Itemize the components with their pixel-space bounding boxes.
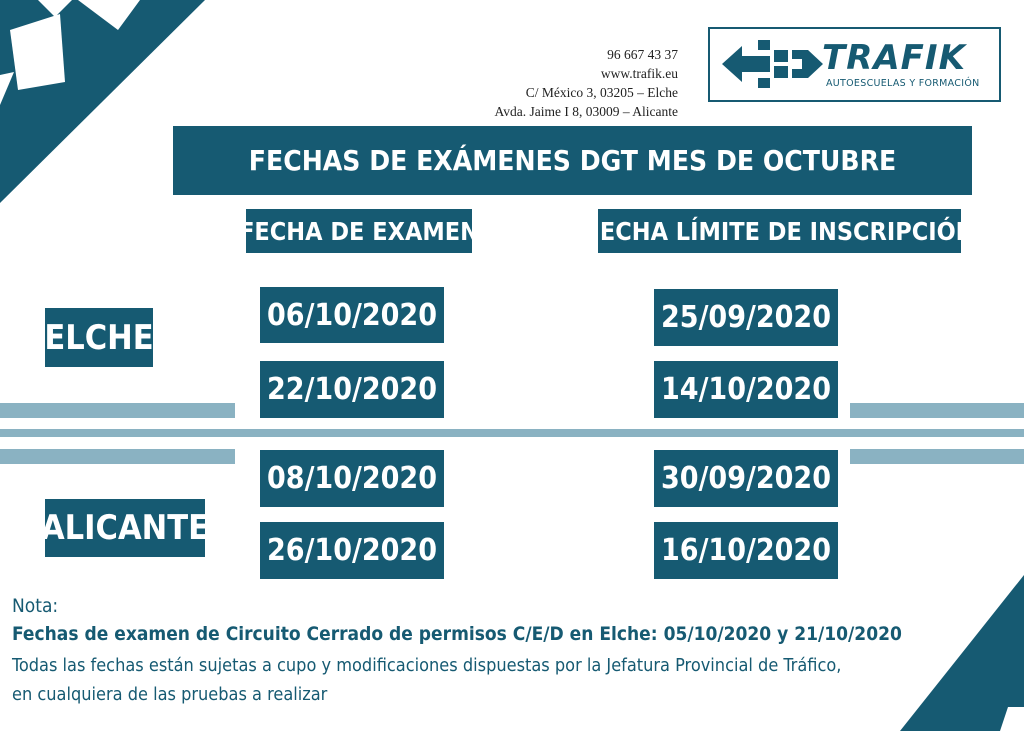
contact-address-alicante: Avda. Jaime I 8, 03009 – Alicante [494, 104, 678, 119]
city-label-elche: ELCHE [45, 308, 153, 367]
contact-info [495, 45, 678, 121]
contact-website[interactable]: www.trafik.eu [600, 66, 678, 81]
column-header-deadline: FECHA LÍMITE DE INSCRIPCIÓN [598, 209, 961, 253]
deadline-date-cell: 16/10/2020 [654, 522, 838, 579]
note-line-2: en cualquiera de las pruebas a realizar [12, 684, 328, 705]
page-title: FECHAS DE EXÁMENES DGT MES DE OCTUBRE [173, 126, 972, 195]
separator-stripe [850, 449, 1024, 464]
note-label: Nota: [12, 595, 59, 617]
deadline-date-cell: 25/09/2020 [654, 289, 838, 346]
corner-decoration-bottom-right [900, 575, 1024, 731]
column-header-exam-date: FECHA DE EXAMEN [246, 209, 472, 253]
separator-line [0, 429, 1024, 437]
deadline-date-cell: 30/09/2020 [654, 450, 838, 507]
separator-stripe [0, 449, 235, 464]
logo-name: TRAFIK [822, 38, 966, 78]
exam-date-cell: 06/10/2020 [260, 287, 444, 343]
contact-phone: 96 667 43 37 [607, 47, 678, 62]
note-line-1: Todas las fechas están sujetas a cupo y modificaciones dispuestas por la Jefatura Provincial de Tráfico, [12, 655, 842, 676]
note-highlight: Fechas de examen de Circuito Cerrado de permisos C/E/D en Elche: 05/10/2020 y 21/10/2020 [12, 623, 902, 645]
city-label-alicante: ALICANTE [45, 499, 205, 557]
exam-date-cell: 22/10/2020 [260, 361, 444, 418]
contact-address-elche: C/ México 3, 03205 – Elche [525, 85, 678, 100]
exam-date-cell: 26/10/2020 [260, 522, 444, 579]
separator-stripe [0, 403, 235, 418]
arrows-logo-icon [720, 36, 825, 92]
logo-tagline: AUTOESCUELAS Y FORMACIÓN [826, 78, 980, 89]
deadline-date-cell: 14/10/2020 [654, 361, 838, 418]
separator-stripe [850, 403, 1024, 418]
exam-date-cell: 08/10/2020 [260, 450, 444, 507]
